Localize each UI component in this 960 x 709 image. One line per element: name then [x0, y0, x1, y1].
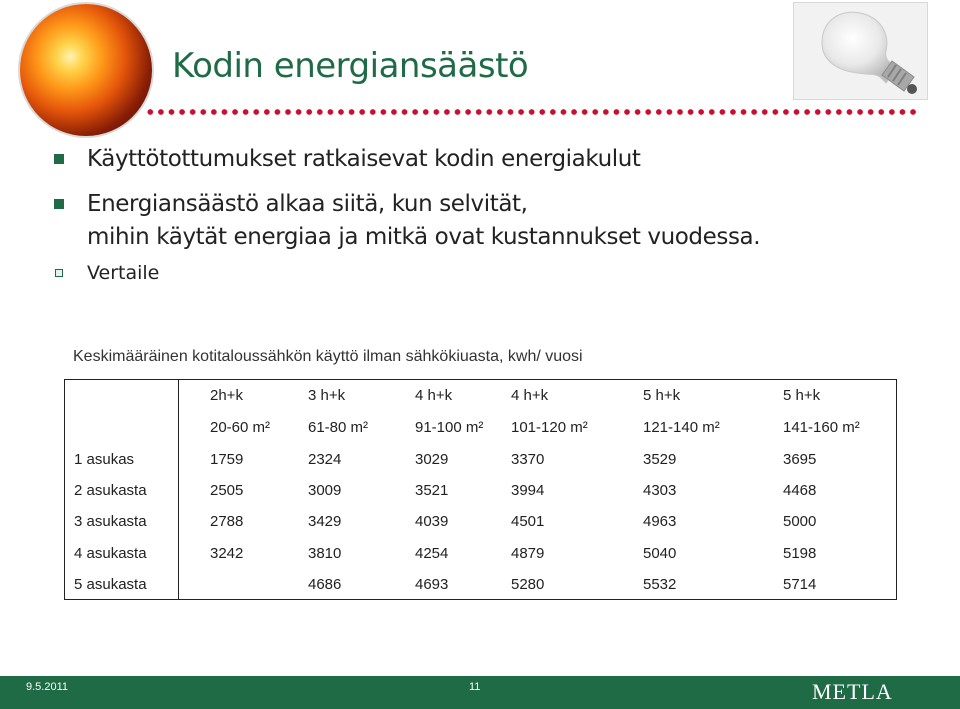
table-cell: 3009	[308, 482, 342, 499]
table-row	[65, 481, 896, 501]
table-cell: 5040	[643, 545, 677, 562]
table-cell: 3029	[415, 451, 449, 468]
header-cell: 3 h+k	[308, 387, 346, 404]
row-label: 2 asukasta	[74, 482, 147, 499]
table-row	[65, 544, 896, 564]
page-number: 11	[469, 681, 481, 693]
light-bulb-image	[793, 2, 928, 100]
row-label: 3 asukasta	[74, 513, 147, 530]
table-cell: 4686	[308, 576, 342, 593]
header-cell: 20-60 m²	[210, 419, 271, 436]
table-cell: 3810	[308, 545, 342, 562]
row-label: 5 asukasta	[74, 576, 147, 593]
table-cell: 5280	[511, 576, 545, 593]
table-cell: 4468	[783, 482, 817, 499]
header-cell: 5 h+k	[783, 387, 821, 404]
table-cell: 5714	[783, 576, 817, 593]
header-cell: 2h+k	[210, 387, 243, 404]
row-label: 1 asukas	[74, 451, 135, 468]
page-title: Kodin energiansäästö	[172, 46, 529, 86]
table-cell: 4254	[415, 545, 449, 562]
bullet-text: mihin käytät energiaa ja mitkä ovat kustannukset vuodessa.	[87, 224, 761, 250]
table-cell: 1759	[210, 451, 244, 468]
table-cell: 2788	[210, 513, 244, 530]
table-cell: 4501	[511, 513, 545, 530]
table-cell: 5198	[783, 545, 817, 562]
table-row	[65, 450, 896, 470]
table-cell: 3429	[308, 513, 342, 530]
row-label: 4 asukasta	[74, 545, 147, 562]
header-cell: 141-160 m²	[783, 419, 860, 436]
header-row-area	[65, 418, 896, 438]
table-row	[65, 575, 896, 595]
table-cell: 2505	[210, 482, 244, 499]
header-cell: 91-100 m²	[415, 419, 484, 436]
table-cell: 2324	[308, 451, 342, 468]
footer-bar	[0, 676, 960, 709]
table-cell: 4693	[415, 576, 449, 593]
table-cell: 4039	[415, 513, 449, 530]
bullet-item	[50, 143, 760, 176]
dotted-divider	[145, 107, 920, 117]
table-cell: 5000	[783, 513, 817, 530]
bullet-item	[50, 260, 760, 286]
table-cell: 3695	[783, 451, 817, 468]
header-cell: 61-80 m²	[308, 419, 369, 436]
bullet-square-icon	[54, 199, 64, 209]
flame-image	[20, 4, 152, 136]
header-cell: 121-140 m²	[643, 419, 720, 436]
metla-logo: METLA	[812, 679, 893, 704]
bullet-text: Energiansäästö alkaa siitä, kun selvität,	[87, 191, 528, 217]
bullet-text: Käyttötottumukset ratkaisevat kodin energiakulut	[87, 146, 641, 172]
header-cell: 4 h+k	[511, 387, 549, 404]
table-cell: 4879	[511, 545, 545, 562]
table-cell: 4303	[643, 482, 677, 499]
header-cell: 4 h+k	[415, 387, 453, 404]
table-cell: 3529	[643, 451, 677, 468]
energy-table	[64, 379, 897, 600]
bullet-list	[50, 143, 760, 286]
bullet-text: Vertaile	[87, 262, 160, 284]
footer-date: 9.5.2011	[26, 681, 69, 693]
table-caption: Keskimääräinen kotitaloussähkön käyttö ilman sähkökiuasta, kwh/ vuosi	[73, 348, 583, 365]
bullet-continuation	[50, 221, 760, 254]
header-row-rooms	[65, 386, 896, 406]
table-cell: 3521	[415, 482, 449, 499]
header-cell: 101-120 m²	[511, 419, 588, 436]
table-cell: 3242	[210, 545, 244, 562]
table-row	[65, 512, 896, 532]
bullet-square-icon	[54, 154, 64, 164]
bullet-square-icon	[55, 269, 63, 277]
table-cell: 3370	[511, 451, 545, 468]
table-cell: 3994	[511, 482, 545, 499]
table-cell: 5532	[643, 576, 677, 593]
bullet-item	[50, 188, 760, 221]
table-cell: 4963	[643, 513, 677, 530]
header-cell: 5 h+k	[643, 387, 681, 404]
